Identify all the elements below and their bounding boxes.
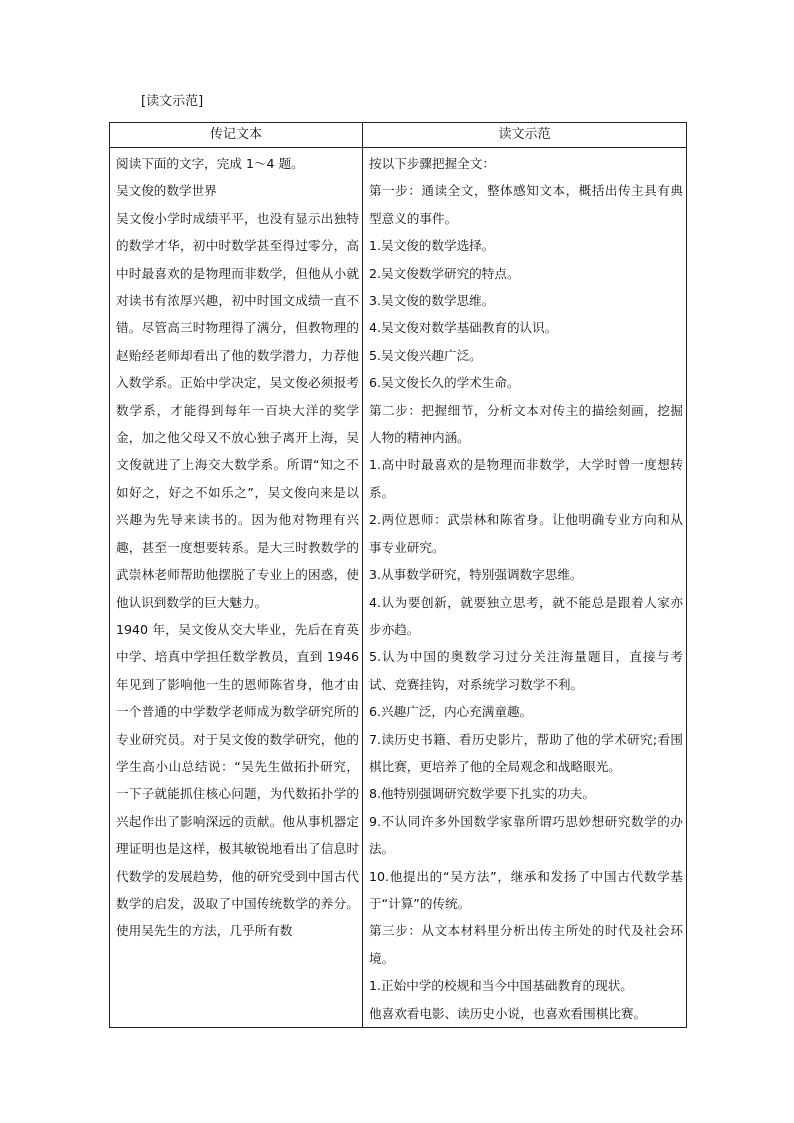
list-item: 1.吴文俊的数学选择。	[369, 238, 495, 254]
article-title: 吴文俊的数学世界	[116, 183, 217, 199]
list-item: 3.吴文俊的数学思维。	[369, 293, 495, 309]
header-biography-text: 传记文本	[110, 123, 363, 148]
steps-intro: 按以下步骤把握全文：	[369, 156, 495, 171]
article-paragraph-2: 1940 年，吴文俊从交大毕业，先后在育英中学、培真中学担任数学教员，直到 1946 年见到了影响他一生的恩师陈省身，他才由一个普通的中学数学老师成为数学研究所的专业研究员。对于吴文俊的数学研究，他的学生高小山总结说：“吴先生做拓扑研究，一下子就能抓住核心问题，为代数拓扑学的兴起作出了影响深远的贡献。他从事机器定理证明也是这样，极其敏锐地看出了信息时代数学的发展趋势，他的研究受到中国古代数学的启发，汲取了中国传统数学的养分。使用吴先生的方法，几乎所有数	[116, 621, 359, 939]
table-content-row	[110, 148, 687, 1028]
table-header-row	[110, 123, 687, 148]
list-item: 5.吴文俊兴趣广泛。	[369, 347, 482, 363]
biography-cell	[110, 148, 363, 1028]
list-item: 4.认为要创新，就要独立思考，就不能总是跟着人家亦步亦趋。	[369, 594, 683, 637]
list-item: 他喜欢看电影、读历史小说，也喜欢看围棋比赛。	[369, 1005, 647, 1021]
reading-table	[109, 122, 687, 1028]
list-item: 1.正始中学的校规和当今中国基础教育的现状。	[369, 978, 633, 994]
step-one-heading: 第一步：通读全文，整体感知文本，概括出传主具有典型意义的事件。	[369, 183, 683, 226]
list-item: 3.从事数学研究，特别强调数字思维。	[369, 567, 583, 583]
list-item: 6.兴趣广泛，内心充满童趣。	[369, 704, 533, 720]
section-label: [读文示范]	[141, 94, 204, 109]
list-item: 2.吴文俊数学研究的特点。	[369, 265, 520, 281]
list-item: 9.不认同许多外国数学家靠所谓巧思妙想研究数学的办法。	[369, 813, 683, 857]
list-item: 5.认为中国的奥数学习过分关注海量题目，直接与考试、竞赛挂钩，对系统学习数学不利。	[369, 649, 683, 692]
step-two-heading: 第二步：把握细节，分析文本对传主的描绘刻画，挖掘人物的精神内涵。	[369, 402, 683, 446]
list-item: 10.他提出的“吴方法”，继承和发扬了中国古代数学基于“计算”的传统。	[369, 868, 683, 911]
step-three-heading: 第三步：从文本材料里分析出传主所处的时代及社会环境。	[369, 923, 683, 966]
list-item: 4.吴文俊对数学基础教育的认识。	[369, 320, 558, 336]
header-reading-demo: 读文示范	[363, 123, 687, 148]
reading-steps-cell	[363, 148, 687, 1028]
article-paragraph-1: 吴文俊小学时成绩平平，也没有显示出独特的数学才华，初中时数学甚至得过零分，高中时最喜欢的是物理而非数学，但他从小就对读书有浓厚兴趣，初中时国文成绩一直不错。尽管高三时物理得了满分，但教物理的赵贻经老师却看出了他的数学潜力，力荐他入数学系。正始中学决定，吴文俊必须报考数学系，才能得到每年一百块大洋的奖学金，加之他父母又不放心独子离开上海，吴文俊就进了上海交大数学系。所谓“知之不如好之，好之不如乐之”，吴文俊向来是以兴趣为先导来读书的。因为他对物理有兴趣，甚至一度想要转系。是大三时教数学的武崇林老师帮助他摆脱了专业上的困惑，使他认识到数学的巨大魅力。	[116, 210, 359, 610]
instruction-line: 阅读下面的文字，完成 1～4 题。	[116, 156, 304, 171]
list-item: 8.他特别强调研究数学要下扎实的功夫。	[369, 786, 596, 802]
list-item: 7.读历史书籍、看历史影片，帮助了他的学术研究;看围棋比赛，更培养了他的全局观念和战略眼光。	[369, 731, 683, 774]
list-item: 2.两位恩师：武崇林和陈省身。让他明确专业方向和从事专业研究。	[369, 512, 683, 555]
list-item: 1.高中时最喜欢的是物理而非数学，大学时曾一度想转系。	[369, 457, 683, 500]
list-item: 6.吴文俊长久的学术生命。	[369, 375, 520, 391]
